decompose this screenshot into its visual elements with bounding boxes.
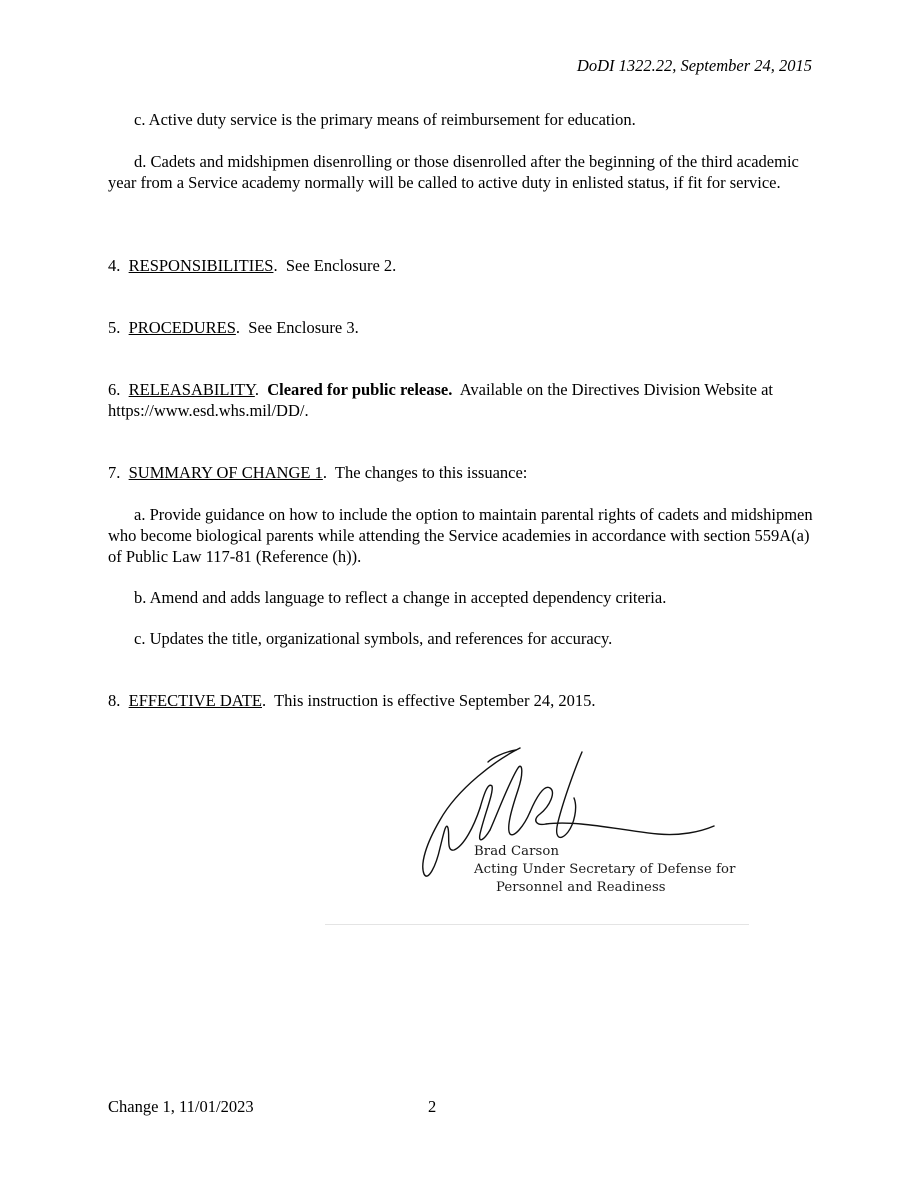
section-8-heading: EFFECTIVE DATE xyxy=(128,691,262,710)
section-8: 8. EFFECTIVE DATE. This instruction is effective September 24, 2015. xyxy=(108,691,596,710)
section-8-number: 8. xyxy=(108,691,121,710)
document-reference-header: DoDI 1322.22, September 24, 2015 xyxy=(576,56,812,75)
signer-name: Brad Carson xyxy=(474,844,560,859)
section-6: 6. RELEASABILITY. Cleared for public release. Available on the Directives Division Website at https://www.esd.whs.mil/DD/. xyxy=(108,380,774,420)
footer-page-number: 2 xyxy=(428,1097,437,1116)
section-7-text: The changes to this issuance: xyxy=(334,463,528,482)
section-7-heading: SUMMARY OF CHANGE 1 xyxy=(128,463,323,482)
section-7-item-b: b. Amend and adds language to reflect a change in accepted dependency criteria. xyxy=(134,588,667,607)
footer-change-label: Change 1, 11/01/2023 xyxy=(108,1097,254,1116)
section-7-item-c: c. Updates the title, organizational symbols, and references for accuracy. xyxy=(134,629,613,648)
paragraph-3c: c. Active duty service is the primary means of reimbursement for education. xyxy=(134,110,636,129)
section-8-text: This instruction is effective September 24, 2015. xyxy=(274,691,596,710)
signer-title-line1: Acting Under Secretary of Defense for xyxy=(474,862,736,877)
section-4-number: 4. xyxy=(108,256,121,275)
section-5-heading: PROCEDURES xyxy=(128,318,236,337)
section-7: 7. SUMMARY OF CHANGE 1. The changes to this issuance: xyxy=(108,463,528,482)
section-4-heading: RESPONSIBILITIES xyxy=(128,256,274,275)
section-7-item-a: a. Provide guidance on how to include the option to maintain parental rights of cadets and midshipmen who become biological parents while attending the Service academies in accordance with section 559A(a) of Public Law 117-81 (Reference (h)). xyxy=(108,505,813,566)
section-5-text: See Enclosure 3. xyxy=(248,318,359,337)
section-6-text: Available on the Directives Division Website at https://www.esd.whs.mil/DD/. xyxy=(108,380,774,420)
signature-block xyxy=(474,843,736,897)
signer-title-line2: Personnel and Readiness xyxy=(496,880,666,895)
paragraph-3d: d. Cadets and midshipmen disenrolling or those disenrolled after the beginning of the third academic year from a Service academy normally will be called to active duty in enlisted status, if fit for service. xyxy=(108,152,799,192)
signature-divider xyxy=(325,924,749,925)
section-6-heading: RELEASABILITY xyxy=(128,380,255,399)
section-4: 4. RESPONSIBILITIES. See Enclosure 2. xyxy=(108,256,397,275)
section-5-number: 5. xyxy=(108,318,121,337)
section-7-number: 7. xyxy=(108,463,121,482)
section-5: 5. PROCEDURES. See Enclosure 3. xyxy=(108,318,359,337)
section-6-number: 6. xyxy=(108,380,121,399)
section-4-text: See Enclosure 2. xyxy=(285,256,397,275)
section-6-bold-text: Cleared for public release. xyxy=(267,380,453,399)
